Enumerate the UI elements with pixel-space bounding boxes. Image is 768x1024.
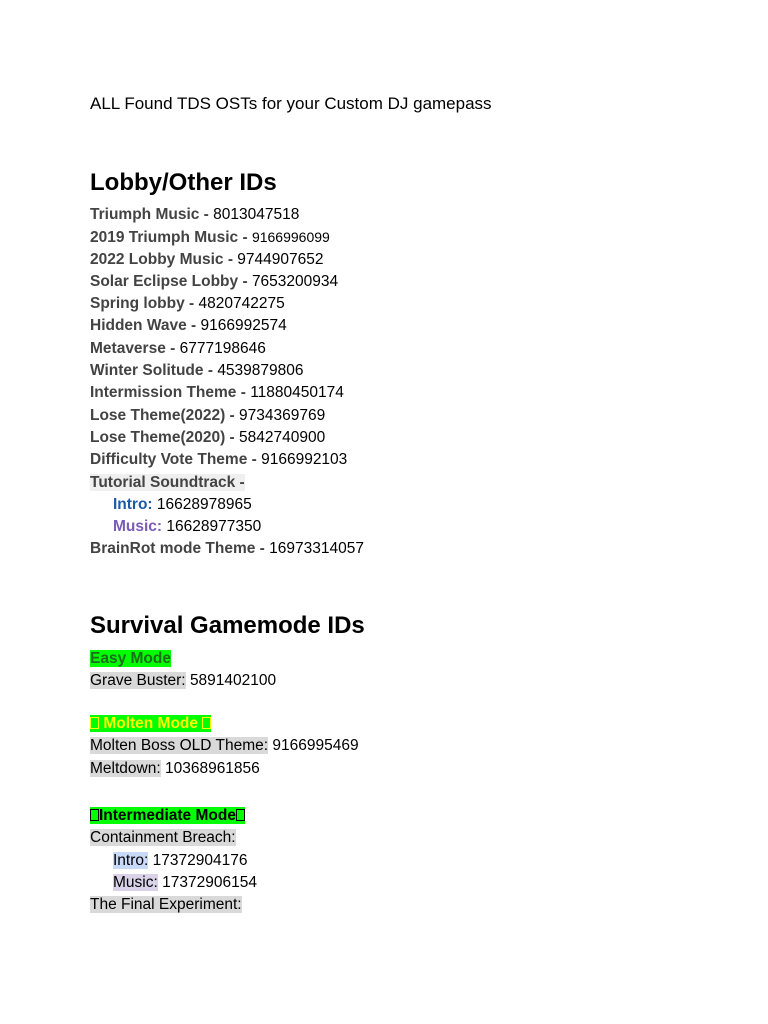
brainrot-label: BrainRot mode Theme - [90, 540, 270, 558]
list-item [90, 427, 364, 449]
list-item [90, 226, 364, 248]
track-label: Metaverse - [90, 339, 180, 357]
containment-intro-label: Intro: [113, 851, 149, 869]
square-glyph-icon [236, 809, 245, 821]
list-item [90, 449, 364, 471]
grave-buster-id: 5891402100 [189, 672, 277, 690]
list-item [90, 805, 257, 827]
track-id: 9166992574 [200, 317, 287, 335]
track-label: Winter Solitude - [90, 362, 218, 380]
square-glyph-icon [202, 717, 211, 729]
intermediate-mode-text: Intermediate Mode [99, 807, 236, 824]
track-id: 4820742275 [198, 295, 285, 313]
molten-mode-title [90, 715, 211, 732]
track-id: 9166996099 [251, 229, 330, 246]
intro-text: ALL Found TDS OSTs for your Custom DJ gamepass [90, 94, 492, 113]
intermediate-mode-title [90, 807, 245, 824]
easy-section [90, 648, 276, 693]
list-item [90, 382, 364, 404]
track-id: 7653200934 [251, 272, 339, 290]
track-label: Difficulty Vote Theme - [90, 451, 262, 469]
list-item [90, 204, 364, 226]
list-item [90, 405, 364, 427]
track-label: Lose Theme(2022) - [90, 406, 240, 424]
list-item [90, 472, 364, 494]
list-item [90, 758, 359, 780]
easy-mode-title: Easy Mode [90, 650, 171, 667]
list-item [90, 872, 257, 894]
containment-music-label: Music: [113, 873, 158, 891]
brainrot-id: 16973314057 [269, 540, 364, 558]
track-id: 4539879806 [217, 362, 304, 380]
list-item [90, 293, 364, 315]
list-item [90, 827, 257, 849]
list-item [90, 315, 364, 337]
track-label: Triumph Music - [90, 206, 214, 223]
lobby-list [90, 204, 364, 561]
track-label: Spring lobby - [90, 295, 199, 313]
containment-music-id: 17372906154 [162, 873, 257, 891]
track-label: Intermission Theme - [90, 384, 251, 402]
list-item [90, 894, 257, 916]
tutorial-intro-label: Intro: [113, 495, 153, 513]
square-glyph-icon [90, 809, 99, 821]
final-experiment-label: The Final Experiment: [90, 896, 242, 914]
list-item [90, 271, 364, 293]
list-item [90, 538, 364, 560]
list-item [90, 713, 359, 735]
track-label: Hidden Wave - [90, 317, 201, 335]
track-id: 9734369769 [239, 406, 326, 424]
tutorial-intro-id: 16628978965 [156, 495, 252, 513]
track-id: 5842740900 [239, 428, 326, 446]
track-id: 8013047518 [213, 206, 300, 223]
track-label: Lose Theme(2020) - [90, 428, 240, 446]
track-label: 2022 Lobby Music - [90, 250, 238, 268]
track-label: Solar Eclipse Lobby - [90, 272, 252, 290]
track-id: 9166992103 [261, 451, 348, 469]
track-label: 2019 Triumph Music - [90, 229, 252, 247]
track-id: 11880450174 [250, 384, 344, 402]
containment-intro-id: 17372904176 [152, 851, 248, 869]
molten-mode-text: Molten Mode [103, 715, 199, 732]
molten-boss-id: 9166995469 [272, 737, 359, 755]
tutorial-music-id: 16628977350 [166, 518, 262, 536]
tutorial-label: Tutorial Soundtrack - [90, 473, 245, 491]
lobby-heading: Lobby/Other IDs [90, 169, 277, 196]
meltdown-id: 10368961856 [164, 759, 260, 777]
track-id: 6777198646 [179, 339, 266, 357]
containment-breach-label: Containment Breach: [90, 829, 236, 847]
meltdown-label: Meltdown: [90, 759, 161, 777]
list-item [90, 360, 364, 382]
list-item [90, 850, 257, 872]
list-item [90, 735, 359, 757]
list-item [90, 648, 276, 670]
survival-heading: Survival Gamemode IDs [90, 612, 365, 639]
molten-section [90, 713, 359, 780]
list-item [90, 516, 364, 538]
grave-buster-label: Grave Buster: [90, 672, 186, 690]
square-glyph-icon [90, 717, 99, 729]
list-item [90, 338, 364, 360]
list-item [90, 670, 276, 692]
list-item [90, 249, 364, 271]
list-item [90, 494, 364, 516]
tutorial-music-label: Music: [113, 518, 163, 536]
track-id: 9744907652 [237, 250, 324, 268]
molten-boss-label: Molten Boss OLD Theme: [90, 737, 269, 755]
intermediate-section [90, 805, 257, 916]
